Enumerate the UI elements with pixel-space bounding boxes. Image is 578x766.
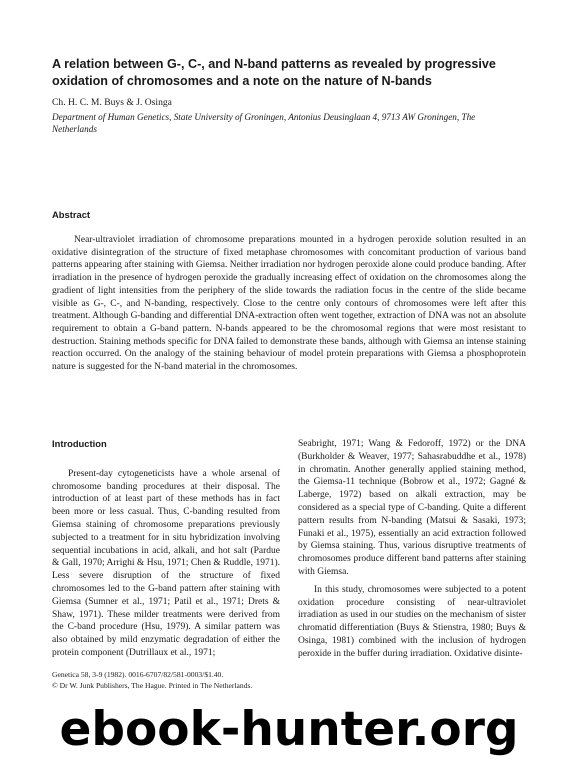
- abstract-text: Near-ultraviolet irradiation of chromosome preparations mounted in a hydrogen peroxide solution resulted in an oxidative disintegration of the structure of fixed metaphase chromosomes with concomitant production of various band patterns appearing after staining with Giemsa. Neither irradiation nor hydrogen peroxide alone could produce banding. After irradiation in the presence of hydrogen peroxide the gradually increasing effect of oxidation on the chromosomes along the gradient of light intensities from the periphery of the slide towards the radiation focus in the centre of the slide became visible as G-, C-, and N-banding, respectively. Close to the centre only contours of chromosomes were left after this treatment. Although G-banding and differential DNA-extraction often went together, extraction of DNA was not an absolute requirement to obtain a G-band pattern. N-bands appeared to be the chromosomal regions that were most resistant to destruction. Staining methods specific for DNA failed to demonstrate these bands, although with Giemsa an intense staining reaction occurred. On the analogy of the staining behaviour of model protein preparations with Giemsa a phosphoprotein nature is suggested for the N-band material in the chromosomes.: [52, 235, 526, 373]
- right-column: [298, 438, 526, 661]
- abstract-heading: Abstract: [52, 209, 91, 220]
- intro-paragraph-1: Present-day cytogeneticists have a whole arsenal of chromosome banding procedures at their disposal. The introduction of at least part of these methods has in fact been more or less casual. Thus, C-banding resulted from Giemsa staining of chromosome preparations previously subjected to a treatment for in situ hybridization involving sequential incubations in acid, alkali, and hot salt (Pardue & Gall, 1970; Arrighi & Hsu, 1971; Chen & Ruddle, 1971). Less severe disruption of the structure of fixed chromosomes led to the G-band pattern after staining with Giemsa (Sumner et al., 1971; Patil et al., 1971; Drets & Shaw, 1971). These milder treatments were derived from the C-band procedure (Hsu, 1979). A similar pattern was also obtained by mild enzymatic degradation of either the protein component (Dutrillaux et al., 1971;: [52, 468, 280, 658]
- affiliation: Department of Human Genetics, State University of Groningen, Antonius Deusinglaan 4, 9713 AW Groningen, The Netherlands: [52, 112, 476, 134]
- intro-paragraph-2: Seabright, 1971; Wang & Fedoroff, 1972) or the DNA (Burkholder & Weaver, 1977; Sahasrabuddhe et al., 1978) in chromatin. Another generally applied staining method, the Giemsa-11 technique (Bobrow et al., 1972; Gagné & Laberge, 1972) based on alkali extraction, may be considered as a special type of C-banding. Quite a different pattern results from N-banding (Matsui & Sasaki, 1973; Funaki et al., 1975), essentially an acid extraction followed by Giemsa staining. Thus, various disruptive treatments of chromosomes produce different band patterns after staining with Giemsa.: [298, 439, 526, 577]
- copyright-line: © Dr W. Junk Publishers, The Hague. Printed in The Netherlands.: [52, 680, 253, 690]
- left-column: [52, 438, 280, 660]
- intro-paragraph-3: In this study, chromosomes were subjected to a potent oxidation procedure consisting of near-ultraviolet irradiation as used in our studies on the mechanism of sister chromatid differentiation (Buys & Stienstra, 1980; Buys & Osinga, 1981) combined with the inclusion of hydrogen peroxide in the buffer during irradiation. Oxidative disinte-: [298, 584, 526, 659]
- introduction-heading: Introduction: [52, 438, 107, 449]
- article-title: A relation between G-, C-, and N-band patterns as revealed by progressive oxidation of chromosomes and a note on the nature of N-bands: [52, 57, 496, 88]
- watermark: ebook-hunter.org: [59, 702, 519, 757]
- citation-footer: [52, 670, 252, 691]
- citation-line: Genetica 58, 3-9 (1982). 0016-6707/82/581-0003/$1.40.: [52, 670, 224, 679]
- authors: Ch. H. C. M. Buys & J. Osinga: [52, 97, 172, 108]
